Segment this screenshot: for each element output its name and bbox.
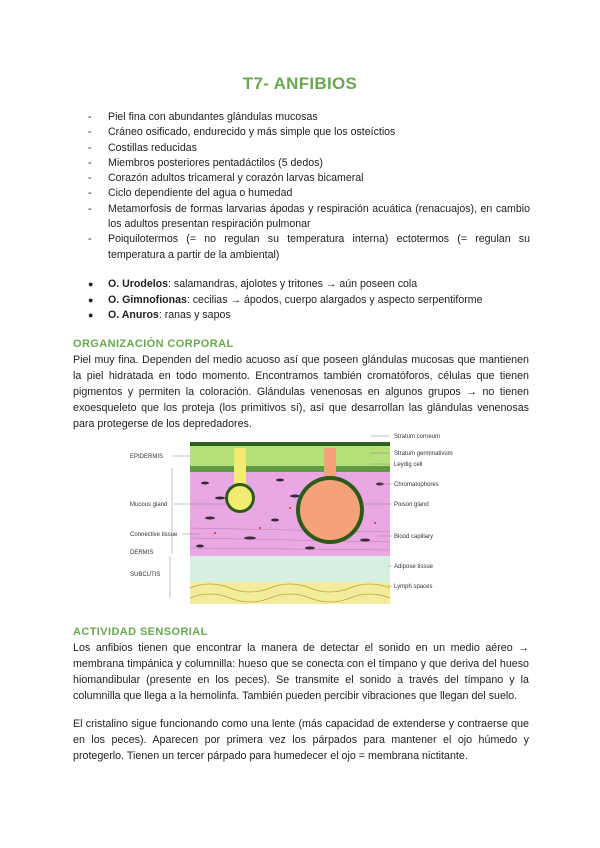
order-desc: : cecilias → ápodos, cuerpo alargados y aspecto serpentiforme [186, 293, 483, 306]
sensorial-paragraph-2: El cristalino sigue funcionando como una lente (más capacidad de extenderse y contraerse que en los peces). Aparecen por primera vez los párpados para mantener el ojo húmedo y protegerlo. Tienen un tercer párpado para humedecer el ojo = membrana nictitante. [73, 718, 529, 762]
list-item: - Metamorfosis de formas larvarias ápodas y respiración acuática (renacuajos), en cambio los adultos presentan respiración pulmonar [88, 202, 530, 233]
adipose-layer [190, 556, 390, 582]
stratum-germinativum [190, 466, 390, 472]
label-mucous-gland: Mucous gland [130, 502, 168, 508]
list-item: - Piel fina con abundantes glándulas mucosas [88, 110, 530, 125]
list-item: - Cráneo osificado, endurecido y más simple que los osteíctios [88, 125, 530, 140]
label-leydig-cell: Leydig cell [394, 462, 423, 468]
orders-list [88, 277, 530, 324]
list-item: - Ciclo dependiente del agua o humedad [88, 186, 530, 201]
mucous-gland [228, 486, 252, 510]
label-chromatophores: Chromatophores [394, 482, 439, 488]
label-connective-tissue: Connective tissue [130, 532, 178, 538]
section-heading-corporal: ORGANIZACIÓN CORPORAL [73, 338, 234, 350]
label-lymph-spaces: Lymph spaces [394, 584, 433, 590]
list-item: - Costillas reducidas [88, 141, 530, 156]
skin-diagram [130, 428, 475, 608]
page-title: T7- ANFIBIOS [242, 74, 358, 93]
order-name: O. Urodelos [108, 278, 169, 290]
list-item: - Corazón adultos tricameral y corazón larvas bicameral [88, 171, 530, 186]
order-desc: : salamandras, ajolotes y tritones → aún poseen cola [168, 278, 418, 290]
label-poison-gland: Poison gland [394, 502, 429, 508]
poison-gland [300, 480, 360, 540]
list-item: - Poiquilotermos (= no regulan su temperatura interna) ectotermos (= regulan su temperatura a partir de la ambiental) [88, 232, 530, 263]
section-heading-sensorial: ACTIVIDAD SENSORIAL [73, 626, 208, 638]
features-list [88, 110, 530, 263]
label-adipose-tissue: Adipose tissue [394, 564, 434, 570]
order-item [88, 293, 530, 309]
label-stratum-germinativum: Stratum germinativum [394, 451, 453, 457]
list-item: - Miembros posteriores pentadáctilos (5 dedos) [88, 156, 530, 171]
label-epidermis: EPIDERMIS [130, 454, 164, 460]
corporal-paragraph: Piel muy fina. Dependen del medio acuoso así que poseen glándulas mucosas que mantienen la piel hidratada en todo momento. Encontramos también cromatóforos, células que tienen pigmentos y permiten la coloración. Glándulas venenosas en algunos grupos → no tienen exoesqueleto que los proteja (los primitivos sí), así que desarrollan las glándulas venenosas para protegerse de los depredadores. [73, 354, 529, 430]
order-desc: : ranas y sapos [158, 309, 231, 322]
stratum-corneum [190, 442, 390, 446]
sensorial-paragraph-1: Los anfibios tienen que encontrar la manera de detectar el sonido en un medio aéreo → membrana timpánica y columnilla: hueso que se conecta con el tímpano y que deriva del hueso hiomandibular (presente en los peces). Se transmite el sonido a través del tímpano y la columnilla que llega a la hemolinfa. También pueden percibir vibraciones que llegan del suelo. [73, 642, 529, 702]
order-name: O. Anuros [108, 309, 159, 322]
label-stratum-corneum: Stratum corneum [394, 434, 441, 440]
order-item [88, 308, 530, 324]
order-item [88, 277, 530, 293]
mucous-gland-duct [234, 448, 246, 488]
label-subcutis: SUBCUTIS [130, 572, 161, 578]
label-dermis: DERMIS [130, 550, 154, 556]
order-name: O. Gimnofionas [108, 293, 187, 306]
label-blood-capillary: Blood capillary [394, 534, 434, 540]
